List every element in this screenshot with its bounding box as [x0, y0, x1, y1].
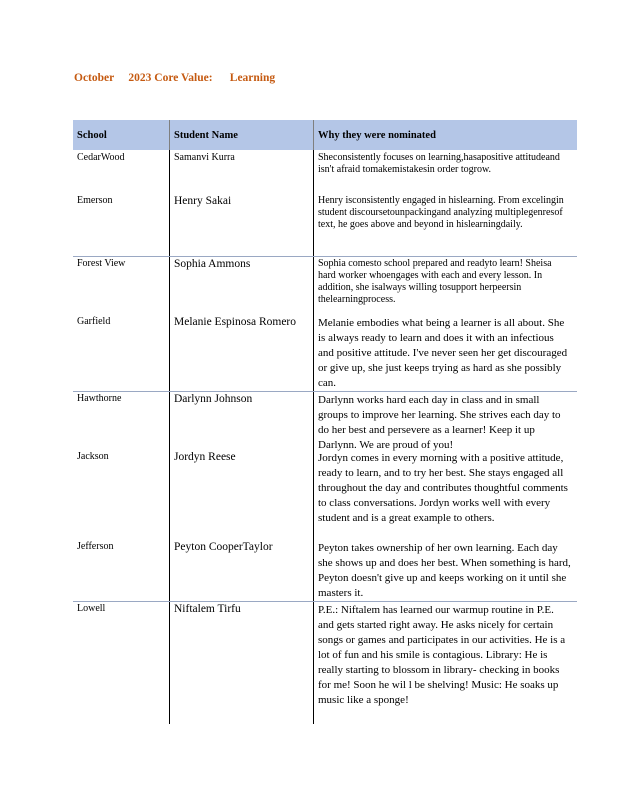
table-row	[73, 315, 577, 391]
reason-cell: Sophia comesto school prepared and readyto learn! Sheisa hard worker whoengages with each and every lesson. In addition, she isalways willing tosupport herpeersin thelearningprocess.	[313, 257, 577, 315]
school-cell: CedarWood	[77, 152, 125, 163]
column-header-reason: Why they were nominated	[313, 120, 577, 150]
student-cell: Peyton CooperTaylor	[169, 540, 313, 601]
reason-cell: Henry isconsistently engaged in hislearning. From excelingin student discoursetounpackingand analyzing multiplegenresof text, he goes above and beyond in hislearningdaily.	[313, 194, 577, 256]
school-cell: Hawthorne	[77, 393, 122, 404]
student-cell: Jordyn Reese	[169, 450, 313, 540]
student-cell: Henry Sakai	[169, 194, 313, 256]
student-cell: Melanie Espinosa Romero	[169, 315, 313, 391]
table-row	[73, 601, 577, 724]
student-cell: Sophia Ammons	[169, 257, 313, 315]
reason-cell: Darlynn works hard each day in class and in small groups to improve her learning. She strives each day to do her best and persevere as a learner! Keep it up Darlynn. We are proud of you!	[313, 392, 577, 450]
table-row	[73, 150, 577, 194]
reason-cell: Sheconsistently focuses on learning,hasapositive attitudeand isn't afraid tomakemistakesin order togrow.	[313, 150, 577, 194]
table-row	[73, 391, 577, 450]
reason-cell: Melanie embodies what being a learner is all about. She is always ready to learn and does it with an infectious and positive attitude. I've never seen her get discouraged or give up, she just keeps trying as hard as she possibly can.	[313, 315, 577, 391]
student-cell: Darlynn Johnson	[169, 392, 313, 450]
school-cell: Jefferson	[77, 541, 114, 552]
table-header	[73, 120, 577, 150]
table-row	[73, 194, 577, 256]
reason-cell: Peyton takes ownership of her own learning. Each day she shows up and does her best. When something is hard, Peyton doesn't give up and keeps working on it until she masters it.	[313, 540, 577, 601]
column-header-student: Student Name	[169, 120, 313, 150]
reason-cell: P.E.: Niftalem has learned our warmup routine in P.E. and gets started right away. He asks nicely for certain songs or games and participates in our activities. He is a lot of fun and his smile is contagious. Library: He is really starting to blossom in library- checking in books for me! Soon he wil l be shelving! Music: He soaks up music like a sponge!	[313, 602, 577, 724]
school-cell: Forest View	[77, 258, 126, 269]
school-cell: Lowell	[77, 603, 106, 614]
student-cell: Samanvi Kurra	[169, 150, 313, 194]
column-header-school: School	[77, 129, 107, 141]
school-cell: Emerson	[77, 195, 113, 206]
reason-cell: Jordyn comes in every morning with a positive attitude, ready to learn, and to try her best. She stays engaged all throughout the day and contributes thoughtful comments to class conversations. Jordyn works well with every student and is a great example to others.	[313, 450, 577, 540]
school-cell: Garfield	[77, 316, 111, 327]
school-cell: Jackson	[77, 451, 109, 462]
table-row	[73, 256, 577, 315]
table-row	[73, 450, 577, 540]
student-cell: Niftalem Tirfu	[169, 602, 313, 724]
table-row	[73, 540, 577, 601]
page-title: October 2023 Core Value: Learning	[74, 72, 276, 84]
nominations-table	[73, 120, 577, 724]
